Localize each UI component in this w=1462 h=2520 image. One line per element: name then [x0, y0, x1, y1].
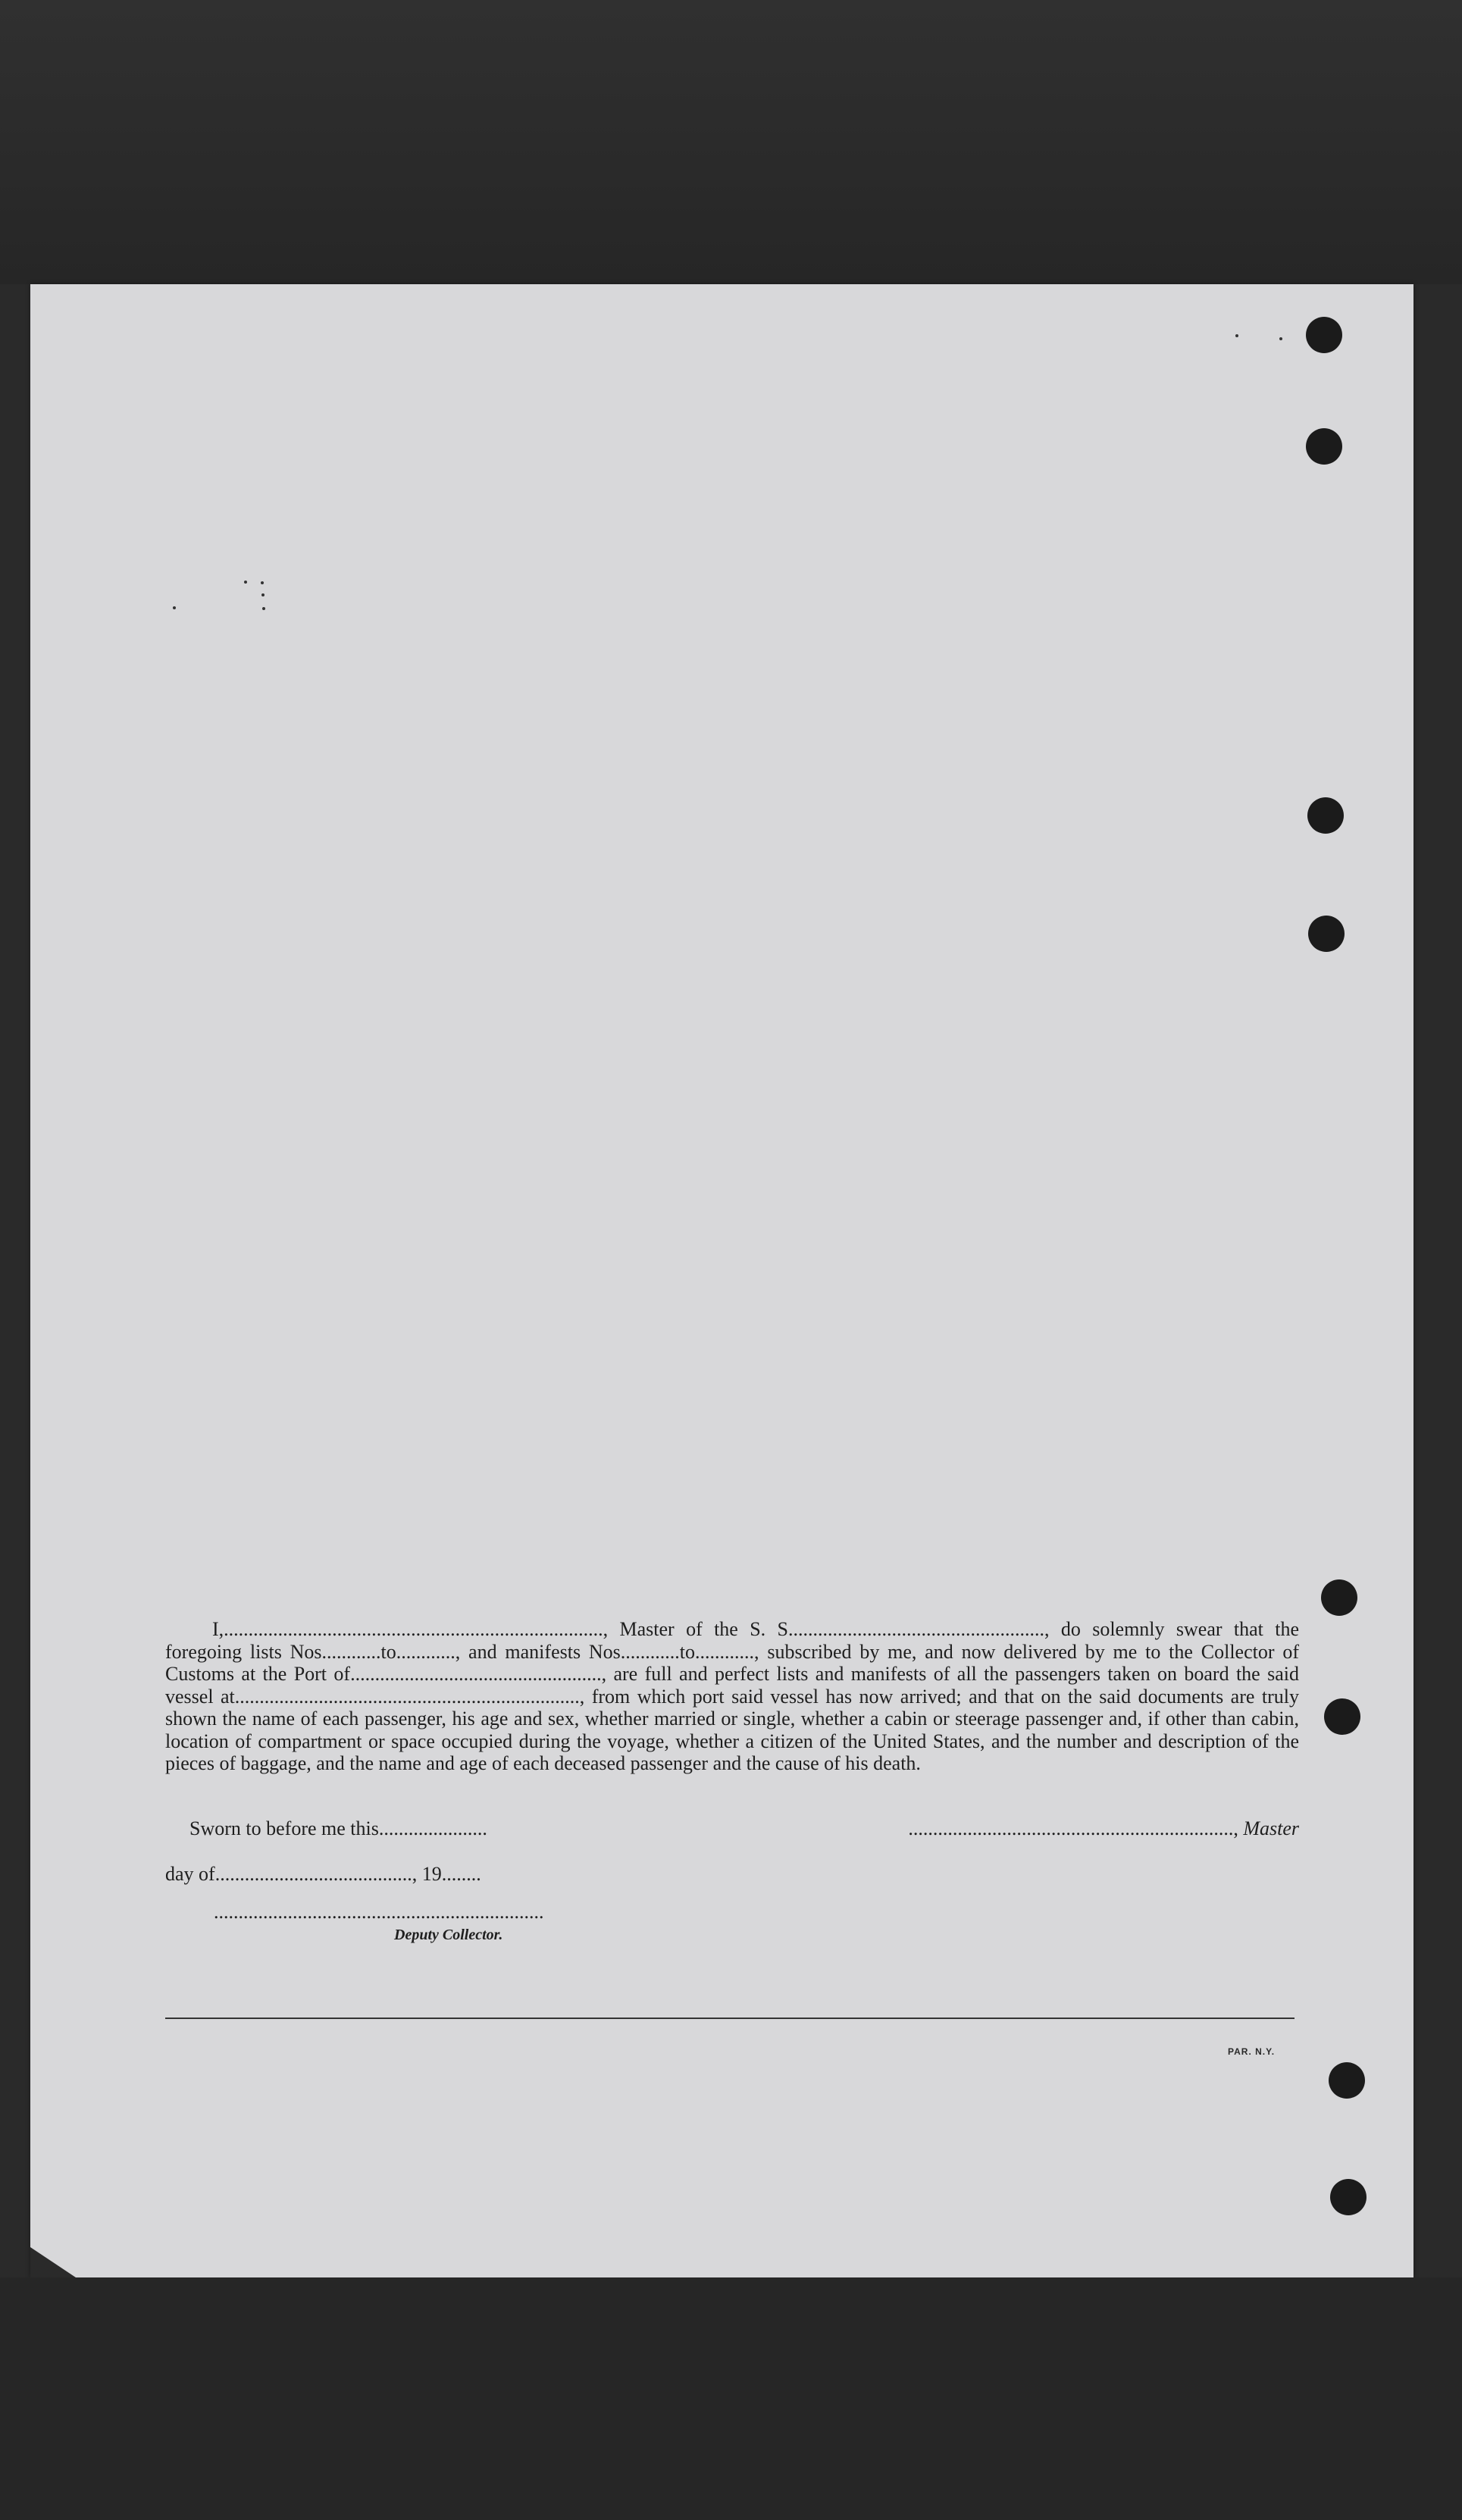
punch-hole: [1329, 2062, 1365, 2099]
sworn-before-line: Sworn to before me this......................: [189, 1817, 487, 1839]
punch-hole: [1306, 428, 1342, 465]
printer-mark: PAR. N.Y.: [1228, 2046, 1276, 2057]
punch-hole: [1306, 317, 1342, 353]
master-oath-text: [165, 1618, 1299, 1775]
punch-hole: [1330, 2179, 1367, 2215]
scan-background-top: [0, 0, 1462, 284]
ink-speck: [244, 581, 247, 584]
ink-speck: [261, 593, 265, 596]
punch-hole: [1321, 1579, 1357, 1616]
scan-background-bottom: [0, 2277, 1462, 2520]
deputy-collector-label: Deputy Collector.: [394, 1927, 503, 1943]
ink-speck: [261, 581, 264, 584]
ink-speck: [1279, 337, 1282, 340]
ink-speck: [1235, 334, 1238, 337]
master-label: Master: [1243, 1817, 1299, 1839]
ink-speck: [262, 607, 265, 610]
day-of-line: day of........................................, 19........: [165, 1863, 481, 1885]
deputy-collector-signature-line: ...................................................................: [214, 1901, 544, 1923]
folded-corner: [30, 2247, 76, 2277]
horizontal-rule: [165, 2018, 1295, 2019]
ink-speck: [173, 606, 176, 609]
master-signature-dots: ..................................................................,: [908, 1817, 1244, 1839]
oath-paragraph: I,............................................................................., Master of the S. S...................................................., do solemnly swear that the foregoing lists Nos............to............, and manifests Nos............to............, subscribed by me, and now delivered by me to the Collector of Customs at the Port of..................................................., are full and perfect lists and manifests of all the passengers taken on board the said vessel at......................................................................, from which port said vessel has now arrived; and that on the said documents are truly shown the name of each passenger, his age and sex, whether married or single, whether a cabin or steerage passenger and, if other than cabin, location of compartment or space occupied during the voyage, whether a citizen of the United States, and the number and description of the pieces of baggage, and the name and age of each deceased passenger and the cause of his death.: [165, 1618, 1299, 1774]
master-signature-line: [908, 1817, 1299, 1840]
punch-hole: [1308, 916, 1345, 952]
punch-hole: [1307, 797, 1344, 834]
manifest-sheet: [30, 284, 1413, 2277]
punch-hole: [1324, 1698, 1360, 1735]
